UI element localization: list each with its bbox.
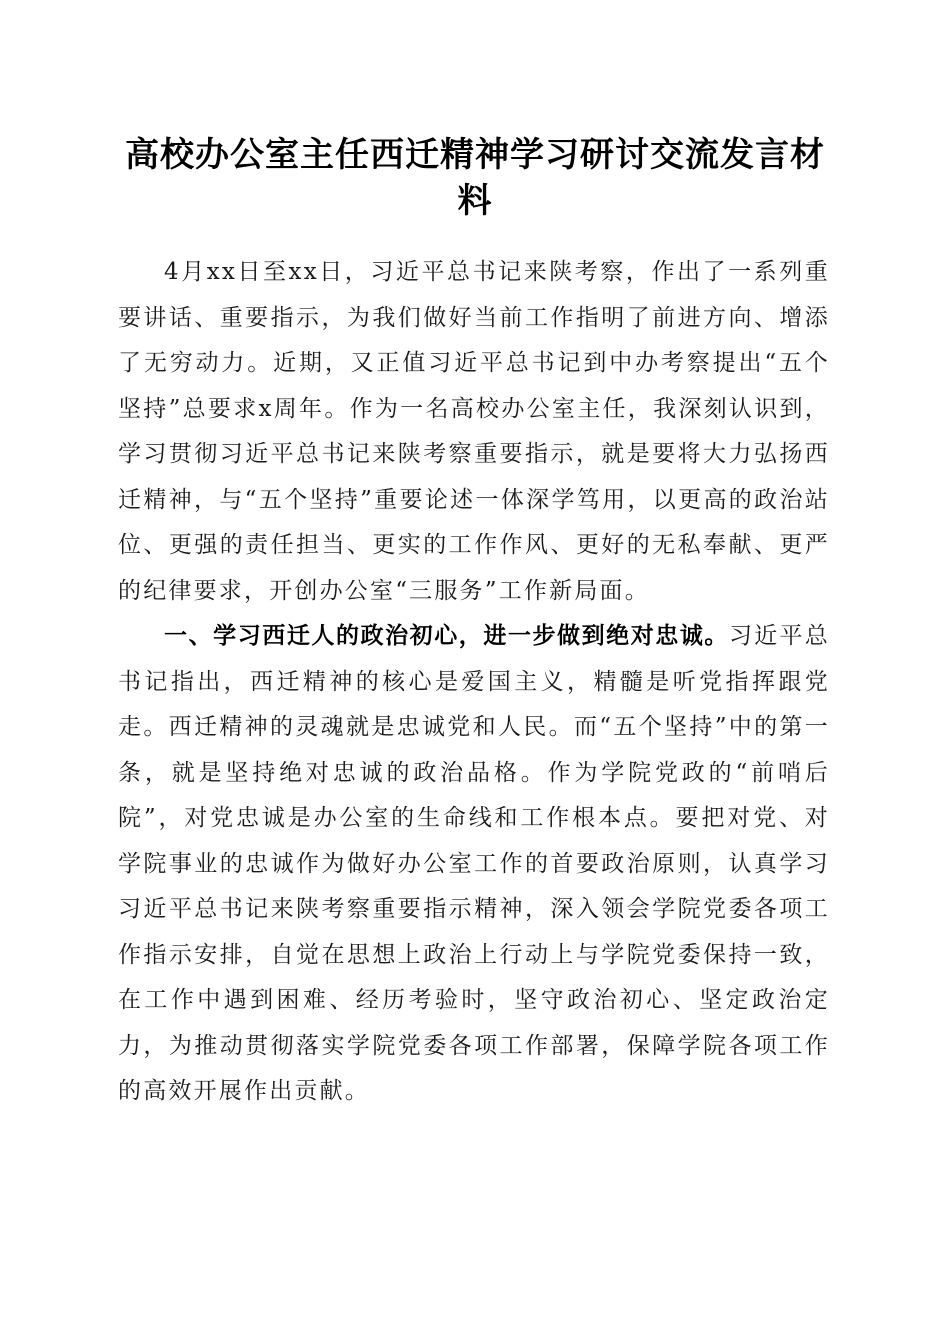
document-body [118, 250, 830, 1115]
section-one-paragraph [118, 614, 830, 1115]
section-one-text: 习近平总书记指出，西迁精神的核心是爱国主义，精髓是听党指挥跟党走。西迁精神的灵魂就是忠诚党和人民。而“五个坚持”中的第一条，就是坚持绝对忠诚的政治品格。作为学院党政的“前哨后院”，对党忠诚是办公室的生命线和工作根本点。要把对党、对学院事业的忠诚作为做好办公室工作的首要政治原则，认真学习习近平总书记来陕考察重要指示精神，深入领会学院党委各项工作指示安排，自觉在思想上政治上行动上与学院党委保持一致，在工作中遇到困难、经历考验时，坚守政治初心、坚定政治定力，为推动贯彻落实学院党委各项工作部署，保障学院各项工作的高效开展作出贡献。 [118, 623, 830, 1104]
intro-paragraph [118, 250, 830, 614]
intro-paragraph-text: 4月xx日至xx日，习近平总书记来陕考察，作出了一系列重要讲话、重要指示，为我们做好当前工作指明了前进方向、增添了无穷动力。近期，又正值习近平总书记到中办考察提出“五个坚持”总要求x周年。作为一名高校办公室主任，我深刻认识到，学习贯彻习近平总书记来陕考察重要指示，就是要将大力弘扬西迁精神，与“五个坚持”重要论述一体深学笃用，以更高的政治站位、更强的责任担当、更实的工作作风、更好的无私奉献、更严的纪律要求，开创办公室“三服务”工作新局面。 [118, 259, 830, 604]
document-title: 高校办公室主任西迁精神学习研讨交流发言材料 [125, 135, 825, 221]
section-one-heading: 一、学习西迁人的政治初心，进一步做到绝对忠诚。 [164, 623, 729, 649]
